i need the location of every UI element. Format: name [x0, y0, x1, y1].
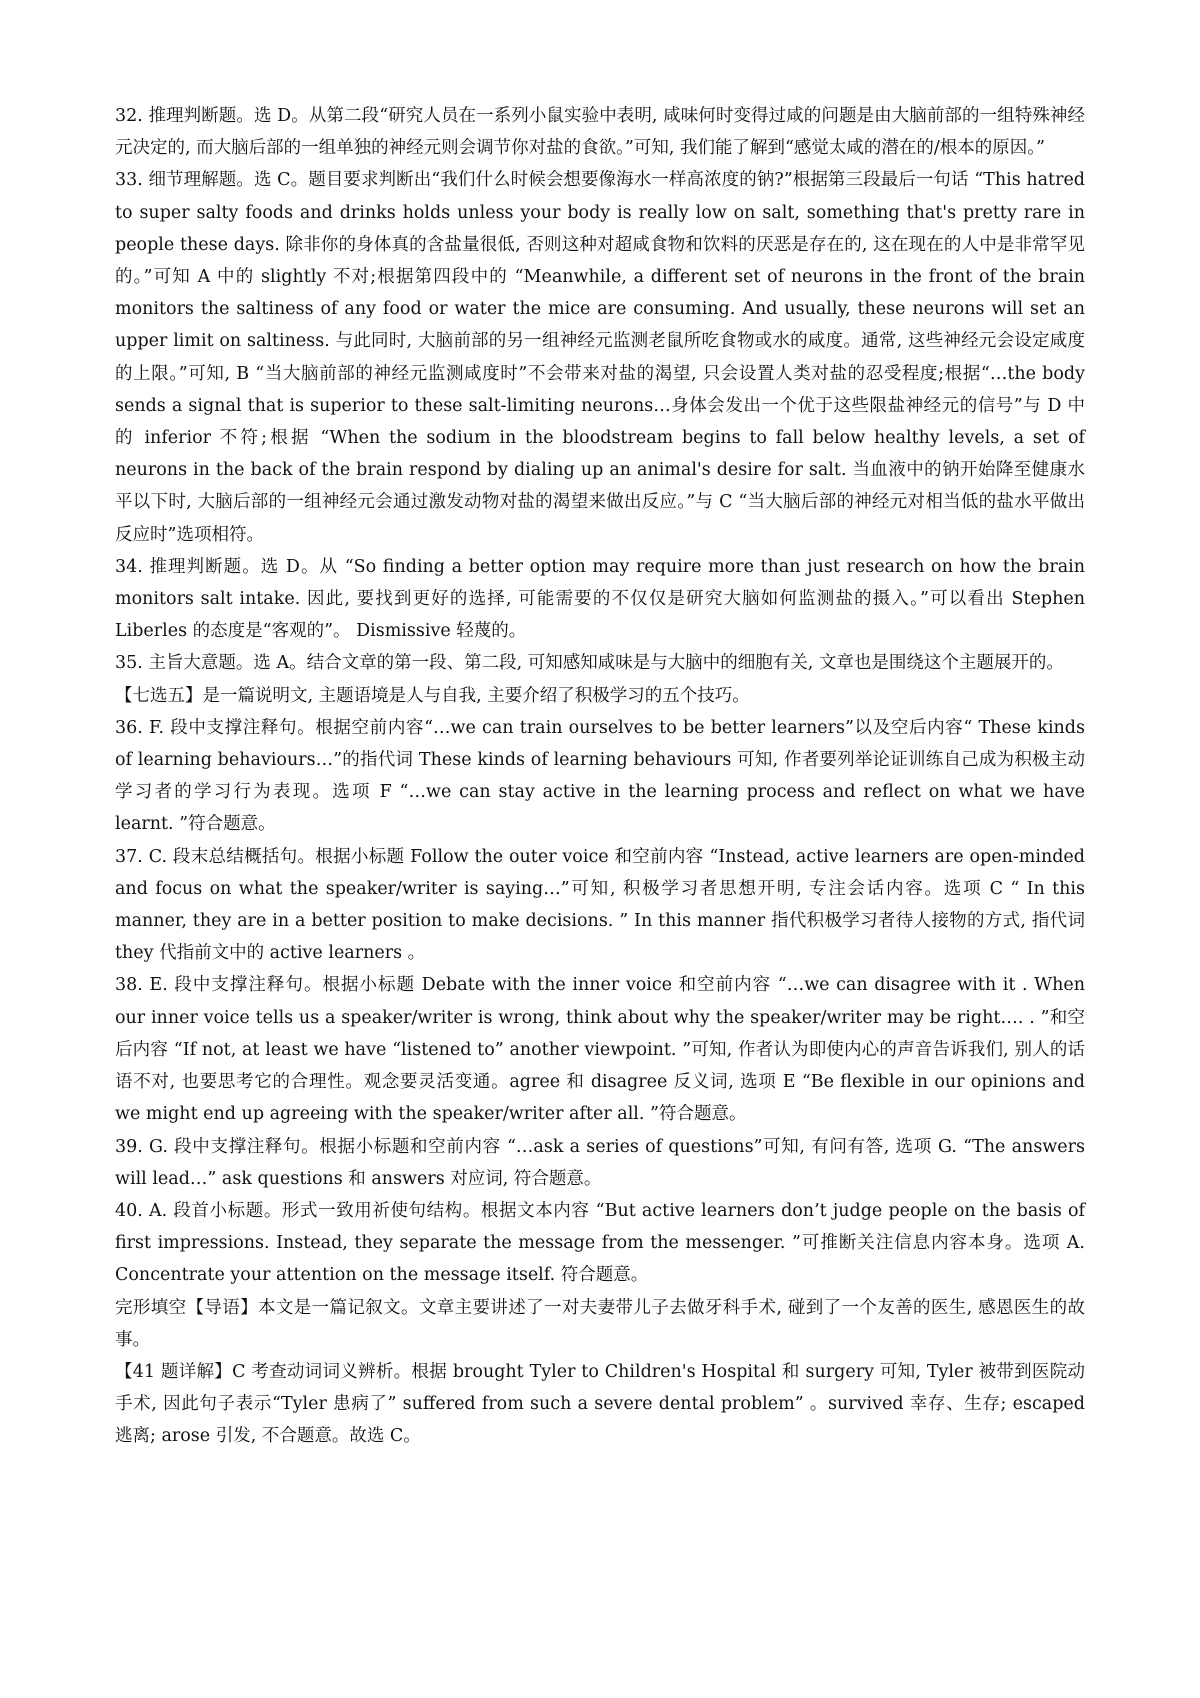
paragraph-q32: 32. 推理判断题。选 D。从第二段“研究人员在一系列小鼠实验中表明, 咸味何时变得过咸的问题是由大脑前部的一组特殊神经元决定的, 而大脑后部的一组单独的神经元则会调节你对盐的食欲。”可知, 我们能了解到“感觉太咸的潜在的/根本的原因。”: [115, 106, 1085, 159]
paragraph-cloze-intro: 完形填空【导语】本文是一篇记叙文。文章主要讲述了一对夫妻带儿子去做牙科手术, 碰到了一个友善的医生, 感恩医生的故事。: [115, 1297, 1085, 1350]
paragraph-seven-choose-five-intro: 【七选五】是一篇说明文, 主题语境是人与自我, 主要介绍了积极学习的五个技巧。: [115, 685, 750, 706]
paragraph-q33: 33. 细节理解题。选 C。题目要求判断出“我们什么时候会想要像海水一样高浓度的钠?”根据第三段最后一句话 “This hatred to super salty foods and drinks holds unless your body is really low on salt, something that's pretty rare in people these days. 除非你的身体真的含盐量很低, 否则这种对超咸食物和饮料的厌恶是存在的, 这在现在的人中是非常罕见的。”可知 A 中的 slightly 不对;根据第四段中的 “Meanwhile, a different set of neurons in the front of the brain monitors the saltiness of any food or water the mice are consuming. And usually, these neurons will set an upper limit on saltiness. 与此同时, 大脑前部的另一组神经元监测老鼠所吃食物或水的咸度。通常, 这些神经元会设定咸度的上限。”可知, B “当大脑前部的神经元监测咸度时”不会带来对盐的渴望, 只会设置人类对盐的忍受程度;根据“…the body sends a signal that is superior to these salt-limiting neurons…身体会发出一个优于这些限盐神经元的信号”与 D 中的 inferior 不符;根据 “When the sodium in the bloodstream begins to fall below healthy levels, a set of neurons in the back of the brain respond by dialing up an animal's desire for salt. 当血液中的钠开始降至健康水平以下时, 大脑后部的一组神经元会通过激发动物对盐的渴望来做出反应。”与 C “当大脑后部的神经元对相当低的盐水平做出反应时”选项相符。: [115, 170, 1085, 545]
paragraph-q35: 35. 主旨大意题。选 A。结合文章的第一段、第二段, 可知感知咸味是与大脑中的细胞有关, 文章也是围绕这个主题展开的。: [115, 653, 1064, 674]
paragraph-q36: 36. F. 段中支撑注释句。根据空前内容“…we can train ourselves to be better learners”以及空后内容“ These kinds of learning behaviours…”的指代词 These kinds of learning behaviours 可知, 作者要列举论证训练自己成为积极主动学习者的学习行为表现。选项 F “…we can stay active in the learning process and reflect on what we have learnt. ”符合题意。: [115, 717, 1085, 835]
paragraph-q34: 34. 推理判断题。选 D。从 “So finding a better option may require more than just research on how the brain monitors salt intake. 因此, 要找到更好的选择, 可能需要的不仅仅是研究大脑如何监测盐的摄入。”可以看出 Stephen Liberles 的态度是“客观的”。 Dismissive 轻蔑的。: [115, 556, 1085, 642]
paragraph-q38: 38. E. 段中支撑注释句。根据小标题 Debate with the inner voice 和空前内容 “…we can disagree with it . When our inner voice tells us a speaker/writer is wrong, think about why the speaker/writer may be right…. . ”和空后内容 “If not, at least we have “listened to” another viewpoint. ”可知, 作者认为即使内心的声音告诉我们, 别人的话语不对, 也要思考它的合理性。观念要灵活变通。agree 和 disagree 反义词, 选项 E “Be flexible in our opinions and we might end up agreeing with the speaker/writer after all. ”符合题意。: [115, 975, 1085, 1125]
answer-explanation-document: [115, 100, 1085, 1453]
paragraph-q39: 39. G. 段中支撑注释句。根据小标题和空前内容 “…ask a series of questions”可知, 有问有答, 选项 G. “The answers will lead…” ask questions 和 answers 对应词, 符合题意。: [115, 1136, 1085, 1189]
paragraph-q37: 37. C. 段末总结概括句。根据小标题 Follow the outer voice 和空前内容 “Instead, active learners are open-minded and focus on what the speaker/writer is saying…”可知, 积极学习者思想开明, 专注会话内容。选项 C “ In this manner, they are in a better position to make decisions. ” In this manner 指代积极学习者待人接物的方式, 指代词 they 代指前文中的 active learners 。: [115, 846, 1085, 964]
paragraph-q41: 【41 题详解】C 考查动词词义辨析。根据 brought Tyler to Children's Hospital 和 surgery 可知, Tyler 被带到医院动手术, 因此句子表示“Tyler 患病了” suffered from such a severe dental problem” 。survived 幸存、生存; escaped 逃离; arose 引发, 不合题意。故选 C。: [115, 1361, 1085, 1447]
paragraph-q40: 40. A. 段首小标题。形式一致用祈使句结构。根据文本内容 “But active learners don’t judge people on the basis of first impressions. Instead, they separate the message from the messenger. ”可推断关注信息内容本身。选项 A. Concentrate your attention on the message itself. 符合题意。: [115, 1200, 1085, 1286]
